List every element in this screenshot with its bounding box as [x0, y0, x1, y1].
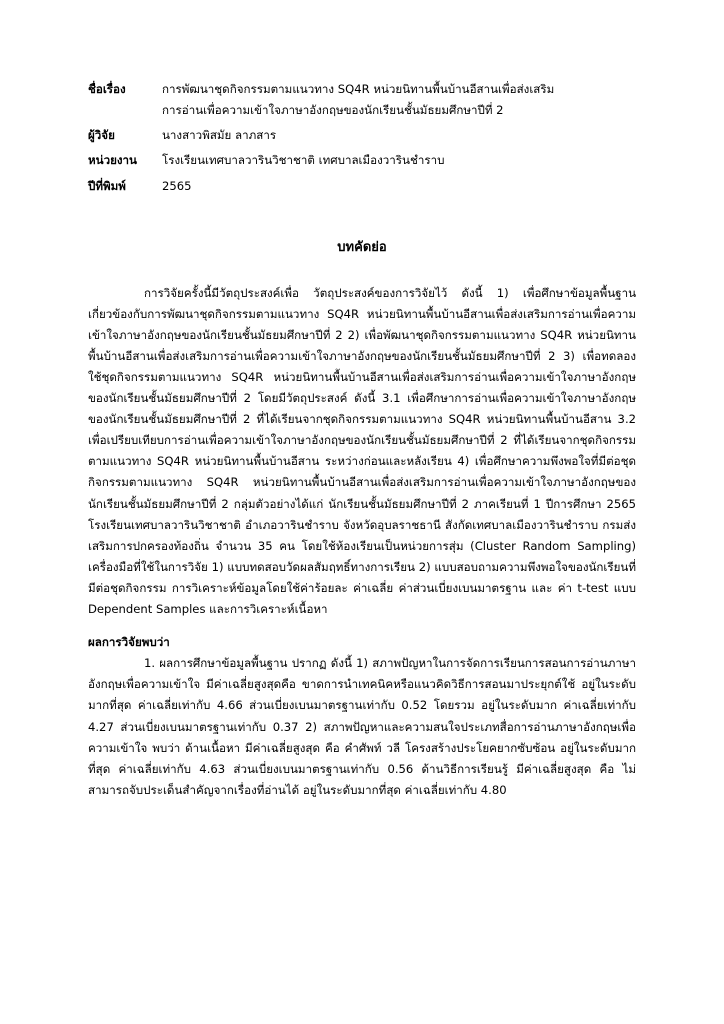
table-row: [88, 80, 636, 126]
meta-value-organization: โรงเรียนเทศบาลวารินวิชาชาติ เทศบาลเมืองวารินชำราบ: [162, 153, 445, 168]
meta-label-title: ชื่อเรื่อง: [88, 82, 126, 96]
table-row: [88, 177, 636, 202]
meta-label-organization: หน่วยงาน: [88, 153, 137, 168]
abstract-title: บทคัดย่อ: [337, 239, 387, 255]
meta-value-title: [162, 80, 636, 126]
document-metadata-table: [88, 80, 636, 202]
abstract-paragraph: การวิจัยครั้งนี้มีวัตถุประสงค์เพื่อ วัตถุประสงค์ของการวิจัยไว้ ดังนี้ 1) เพื่อศึกษาข้อมูลพื้นฐานเกี่ยวข้องกับการพัฒนาชุดกิจกรรมตามแนวทาง SQ4R หน่วยนิทานพื้นบ้านอีสานเพื่อส่งเสริมการอ่านเพื่อความเข้าใจภาษาอังกฤษของนักเรียนชั้นมัธยมศึกษาปีที่ 2 2) เพื่อพัฒนาชุดกิจกรรมตามแนวทาง SQ4R หน่วยนิทานพื้นบ้านอีสานเพื่อส่งเสริมการอ่านเพื่อความเข้าใจภาษาอังกฤษของนักเรียนชั้นมัธยมศึกษาปีที่ 2 3) เพื่อทดลองใช้ชุดกิจกรรมตามแนวทาง SQ4R หน่วยนิทานพื้นบ้านอีสานเพื่อส่งเสริมการอ่านเพื่อความเข้าใจภาษาอังกฤษของนักเรียนชั้นมัธยมศึกษาปีที่ 2 โดยมีวัตถุประสงค์ ดังนี้ 3.1 เพื่อศึกษาการอ่านเพื่อความเข้าใจภาษาอังกฤษของนักเรียนชั้นมัธยมศึกษาปีที่ 2 ที่ได้เรียนจากชุดกิจกรรมตามแนวทาง SQ4R หน่วยนิทานพื้นบ้านอีสาน 3.2 เพื่อเปรียบเทียบการอ่านเพื่อความเข้าใจภาษาอังกฤษของนักเรียนชั้นมัธยมศึกษาปีที่ 2 ที่ได้เรียนจากชุดกิจกรรมตามแนวทาง SQ4R หน่วยนิทานพื้นบ้านอีสาน ระหว่างก่อนและหลังเรียน 4) เพื่อศึกษาความพึงพอใจที่มีต่อชุดกิจกรรมตามแนวทาง SQ4R หน่วยนิทานพื้นบ้านอีสานเพื่อส่งเสริมการอ่านเพื่อความเข้าใจภาษาอังกฤษของนักเรียนชั้นมัธยมศึกษาปีที่ 2 กลุ่มตัวอย่างได้แก่ นักเรียนชั้นมัธยมศึกษาปีที่ 2 ภาคเรียนที่ 1 ปีการศึกษา 2565 โรงเรียนเทศบาลวารินวิชาชาติ อำเภอวารินชำราบ จังหวัดอุบลราชธานี สังกัดเทศบาลเมืองวารินชำราบ กรมส่งเสริมการปกครองท้องถิ่น จำนวน 35 คน โดยใช้ห้องเรียนเป็นหน่วยการสุ่ม (Cluster Random Sampling) เครื่องมือที่ใช้ในการวิจัย 1) แบบทดสอบวัดผลสัมฤทธิ์ทางการเรียน 2) แบบสอบถามความพึงพอใจของนักเรียนที่มีต่อชุดกิจกรรม การวิเคราะห์ข้อมูลโดยใช้ค่าร้อยละ ค่าเฉลี่ย ค่าส่วนเบี่ยงเบนมาตรฐาน และ ค่า t-test แบบ Dependent Samples และการวิเคราะห์เนื้อหา: [88, 285, 636, 617]
table-row: [88, 151, 636, 176]
meta-value-title-line1: การพัฒนาชุดกิจกรรมตามแนวทาง SQ4R หน่วยนิทานพื้นบ้านอีสานเพื่อส่งเสริม: [162, 82, 555, 96]
meta-label-year: ปีที่พิมพ์: [88, 178, 126, 193]
meta-label-researcher: ผู้วิจัย: [88, 128, 115, 143]
meta-value-year: 2565: [162, 178, 192, 193]
results-paragraph: 1. ผลการศึกษาข้อมูลพื้นฐาน ปรากฏ ดังนี้ 1) สภาพปัญหาในการจัดการเรียนการสอนการอ่านภาษาอังกฤษเพื่อความเข้าใจ มีค่าเฉลี่ยสูงสุดคือ ขาดการนำเทคนิคหรือแนวคิดวิธีการสอนมาประยุกต์ใช้ อยู่ในระดับมากที่สุด ค่าเฉลี่ยเท่ากับ 4.66 ส่วนเบี่ยงเบนมาตรฐานเท่ากับ 0.52 โดยรวม อยู่ในระดับมาก ค่าเฉลี่ยเท่ากับ 4.27 ส่วนเบี่ยงเบนมาตรฐานเท่ากับ 0.37 2) สภาพปัญหาและความสนใจประเภทสื่อการอ่านภาษาอังกฤษเพื่อความเข้าใจ พบว่า ด้านเนื้อหา มีค่าเฉลี่ยสูงสุด คือ คำศัพท์ วลี โครงสร้างประโยคยากซับซ้อน อยู่ในระดับมากที่สุด ค่าเฉลี่ยเท่ากับ 4.63 ส่วนเบี่ยงเบนมาตรฐานเท่ากับ 0.56 ด้านวิธีการเรียนรู้ มีค่าเฉลี่ยสูงสุด คือ ไม่สามารถจับประเด็นสำคัญจากเรื่องที่อ่านได้ อยู่ในระดับมากที่สุด ค่าเฉลี่ยเท่ากับ 4.80: [88, 656, 636, 797]
meta-value-title-line2: การอ่านเพื่อความเข้าใจภาษาอังกฤษของนักเรียนชั้นมัธยมศึกษาปีที่ 2: [162, 103, 504, 118]
table-row: [88, 126, 636, 151]
meta-value-researcher: นางสาวพิสมัย ลาภสาร: [162, 128, 277, 143]
results-heading: ผลการวิจัยพบว่า: [88, 635, 170, 650]
